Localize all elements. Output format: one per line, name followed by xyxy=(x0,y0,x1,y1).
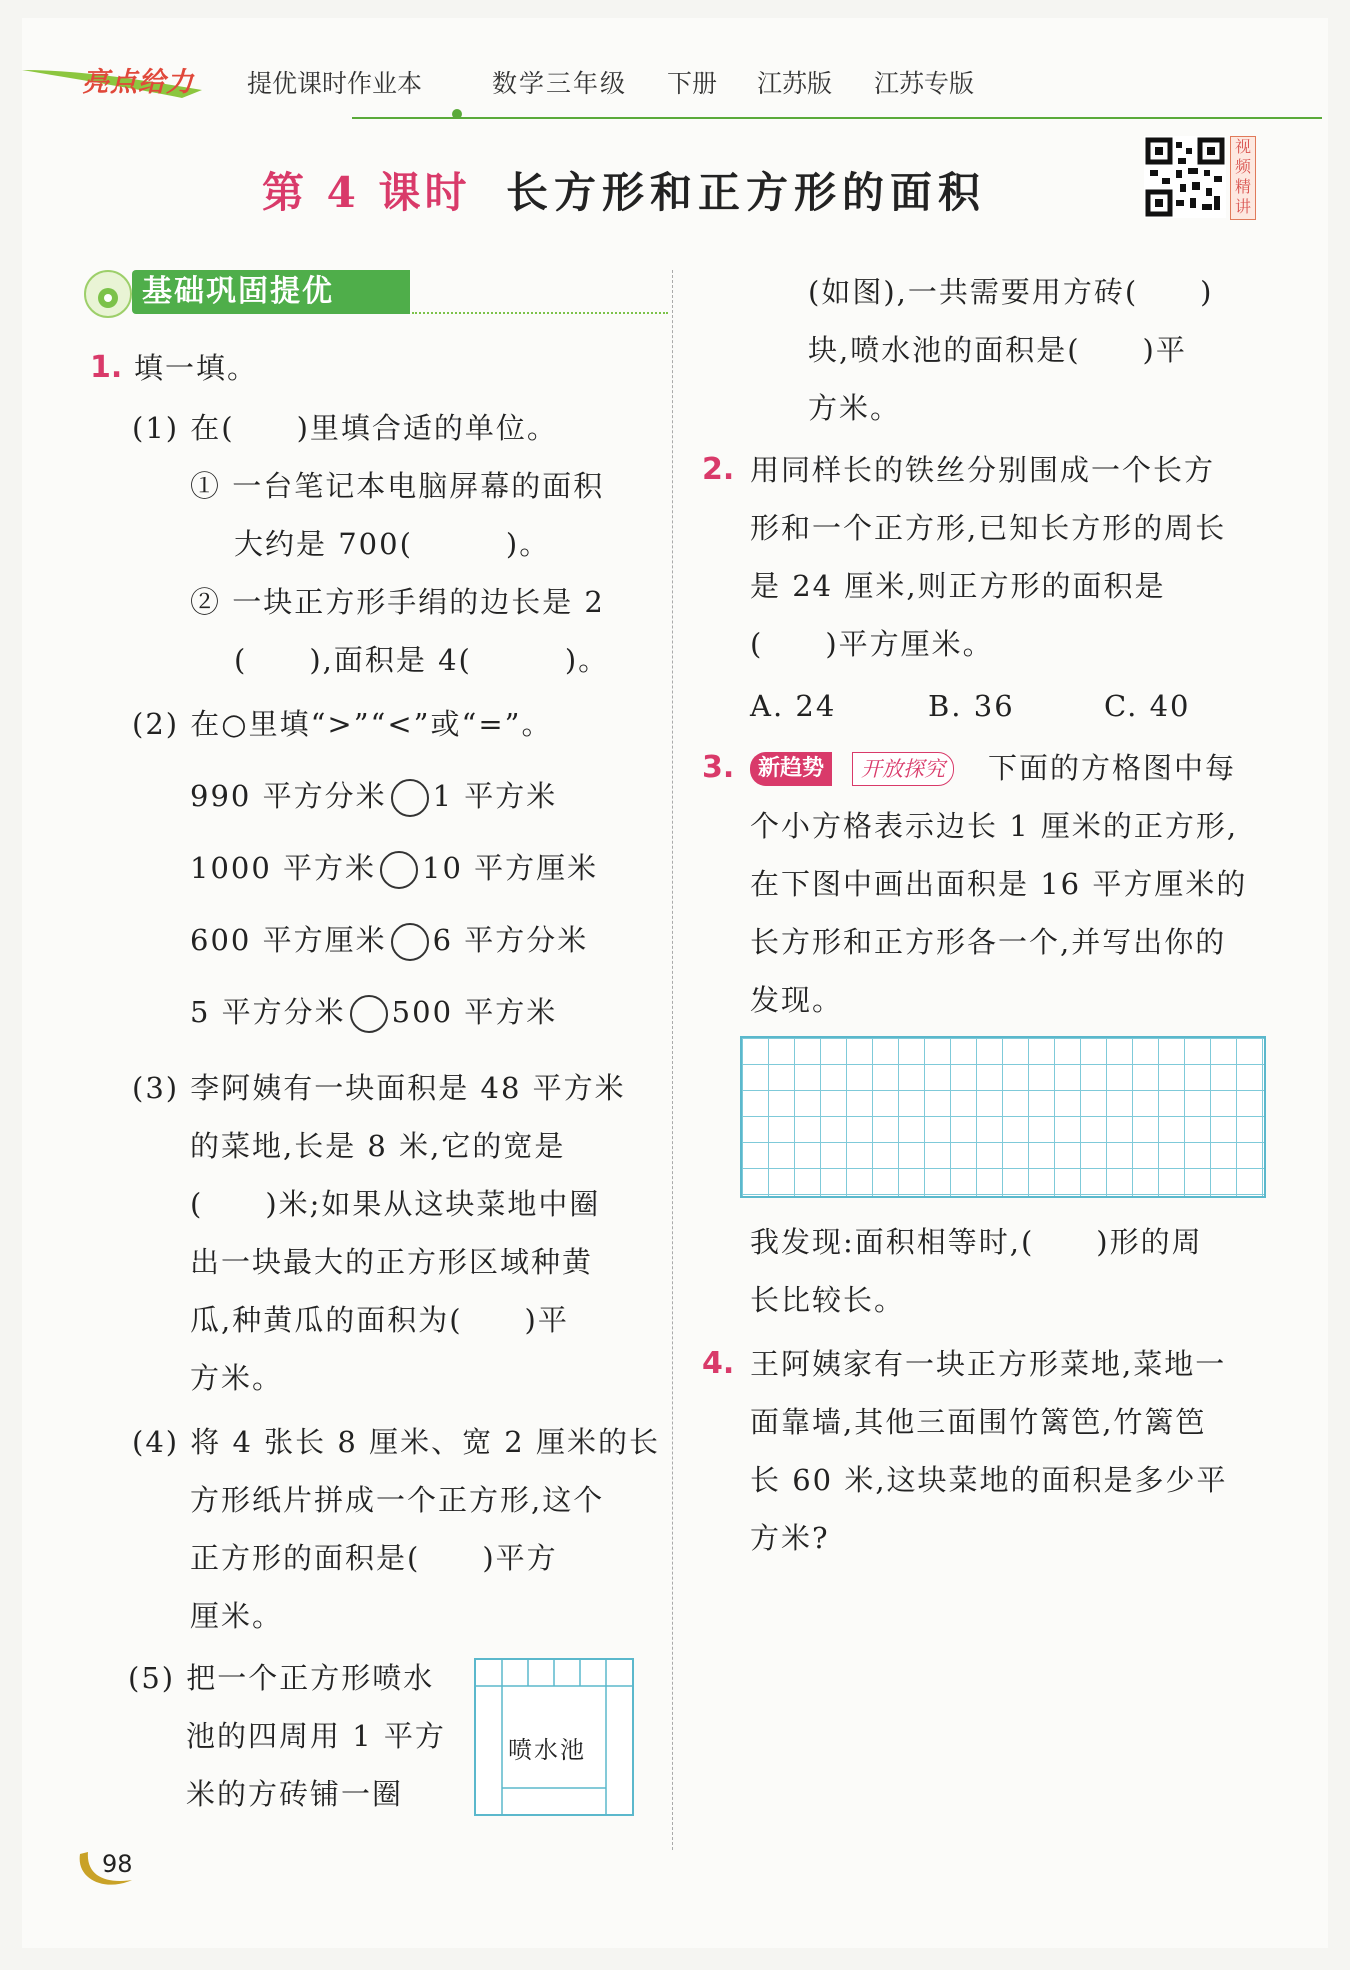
compare-right: 1 平方米 xyxy=(432,779,558,813)
lesson-number: 第 4 课时 xyxy=(262,168,471,217)
term: 下册 xyxy=(667,69,718,98)
qr-code-icon[interactable] xyxy=(1144,136,1226,218)
lesson-title: 长方形和正方形的面积 xyxy=(506,168,987,217)
q1-part5-line: 池的四周用 1 平方 xyxy=(186,1719,446,1753)
q4-line: 长 60 米,这块菜地的面积是多少平 xyxy=(750,1463,1228,1497)
q4-line: 面靠墙,其他三面围竹篱笆,竹篱笆 xyxy=(750,1405,1207,1439)
q2-line: 用同样长的铁丝分别围成一个长方 xyxy=(750,453,1216,487)
page-number: 98 xyxy=(102,1850,133,1878)
q3-line: 个小方格表示边长 1 厘米的正方形, xyxy=(750,809,1239,843)
compare-right: 6 平方分米 xyxy=(432,923,589,957)
q3-line: 下面的方格图中每 xyxy=(988,751,1237,785)
q1-prompt: 填一填。 xyxy=(134,351,259,385)
compare-row xyxy=(190,994,557,1033)
q1-part1-b-line1: ② 一块正方形手绢的边长是 2 xyxy=(190,585,605,619)
region: 江苏专版 xyxy=(874,69,975,98)
q1-part4-line: (4) 将 4 张长 8 厘米、宽 2 厘米的长 xyxy=(132,1425,660,1459)
section-title: 基础巩固提优 xyxy=(132,270,410,314)
q1-part2-head: (2) 在○里填“>”“<”或“=”。 xyxy=(132,707,553,741)
q2-option-b[interactable]: B. 36 xyxy=(928,689,1015,723)
compare-right: 10 平方厘米 xyxy=(422,851,599,885)
subject-grade: 数学三年级 xyxy=(492,69,628,98)
compare-left: 990 平方分米 xyxy=(190,779,387,813)
compare-circle[interactable] xyxy=(391,779,429,817)
q2-option-c[interactable]: C. 40 xyxy=(1104,689,1191,723)
question-number: 2. xyxy=(702,452,735,487)
q1-part3-line: ( )米;如果从这块菜地中圈 xyxy=(190,1187,601,1221)
q3-line: 在下图中画出面积是 16 平方厘米的 xyxy=(750,867,1248,901)
q4-line: 方米? xyxy=(750,1521,830,1555)
question-number: 3. xyxy=(702,750,735,785)
q2-option-a[interactable]: A. 24 xyxy=(750,689,837,723)
compare-row xyxy=(190,850,598,889)
q2-line: 形和一个正方形,已知长方形的周长 xyxy=(750,511,1227,545)
q1-part3-line: 方米。 xyxy=(190,1361,284,1395)
edition: 江苏版 xyxy=(757,69,833,98)
sun-icon xyxy=(84,270,132,318)
video-lesson-label: 视频精讲 xyxy=(1230,136,1256,220)
q1-part4-line: 正方形的面积是( )平方 xyxy=(190,1541,558,1575)
column-divider xyxy=(672,270,673,1850)
q1-part1-a-line1: ① 一台笔记本电脑屏幕的面积 xyxy=(190,469,605,503)
brand-logo: 亮点给力 xyxy=(82,67,194,98)
section-divider xyxy=(412,312,668,314)
q1-part3-line: (3) 李阿姨有一块面积是 48 平方米 xyxy=(132,1071,626,1105)
compare-circle[interactable] xyxy=(380,851,418,889)
q2-line: 是 24 厘米,则正方形的面积是 xyxy=(750,569,1166,603)
series-name: 提优课时作业本 xyxy=(247,69,423,98)
q1-part5-cont-line: (如图),一共需要用方砖( ) xyxy=(808,275,1214,309)
q1-part1-head: (1) 在( )里填合适的单位。 xyxy=(132,411,558,445)
q1-part3-line: 瓜,种黄瓜的面积为( )平 xyxy=(190,1303,569,1337)
fountain-label: 喷水池 xyxy=(508,1736,586,1764)
question-number: 4. xyxy=(702,1346,735,1381)
q1-part5-line: 米的方砖铺一圈 xyxy=(186,1777,404,1811)
workbook-page xyxy=(22,18,1328,1948)
question-number: 1. xyxy=(90,350,123,385)
q1-part4-line: 厘米。 xyxy=(190,1599,284,1633)
q3-finding-line: 长比较长。 xyxy=(750,1283,906,1317)
q1-part1-a-line2: 大约是 700( )。 xyxy=(234,527,551,561)
q1-part1-b-line2: ( ),面积是 4( )。 xyxy=(234,643,610,677)
drawing-grid[interactable] xyxy=(740,1036,1266,1198)
q1-part3-line: 出一块最大的正方形区域种黄 xyxy=(190,1245,594,1279)
compare-left: 1000 平方米 xyxy=(190,851,377,885)
compare-right: 500 平方米 xyxy=(391,995,558,1029)
q1-part4-line: 方形纸片拼成一个正方形,这个 xyxy=(190,1483,605,1517)
q3-finding-line: 我发现:面积相等时,( )形的周 xyxy=(750,1225,1203,1259)
q3-line: 长方形和正方形各一个,并写出你的 xyxy=(750,925,1227,959)
compare-circle[interactable] xyxy=(350,995,388,1033)
compare-row xyxy=(190,922,588,961)
q2-line: ( )平方厘米。 xyxy=(750,627,994,661)
compare-circle[interactable] xyxy=(391,923,429,961)
compare-left: 5 平方分米 xyxy=(190,995,346,1029)
q1-part3-line: 的菜地,长是 8 米,它的宽是 xyxy=(190,1129,566,1163)
q3-line: 发现。 xyxy=(750,983,844,1017)
explore-tag: 开放探究 xyxy=(852,752,954,786)
compare-left: 600 平方厘米 xyxy=(190,923,387,957)
q4-line: 王阿姨家有一块正方形菜地,菜地一 xyxy=(750,1347,1227,1381)
q1-part5-cont-line: 方米。 xyxy=(808,391,902,425)
trend-tag: 新趋势 xyxy=(750,752,832,786)
q1-part5-line: (5) 把一个正方形喷水 xyxy=(128,1661,435,1695)
compare-row xyxy=(190,778,557,817)
q1-part5-cont-line: 块,喷水池的面积是( )平 xyxy=(808,333,1187,367)
fountain-tile-figure xyxy=(474,1658,634,1816)
